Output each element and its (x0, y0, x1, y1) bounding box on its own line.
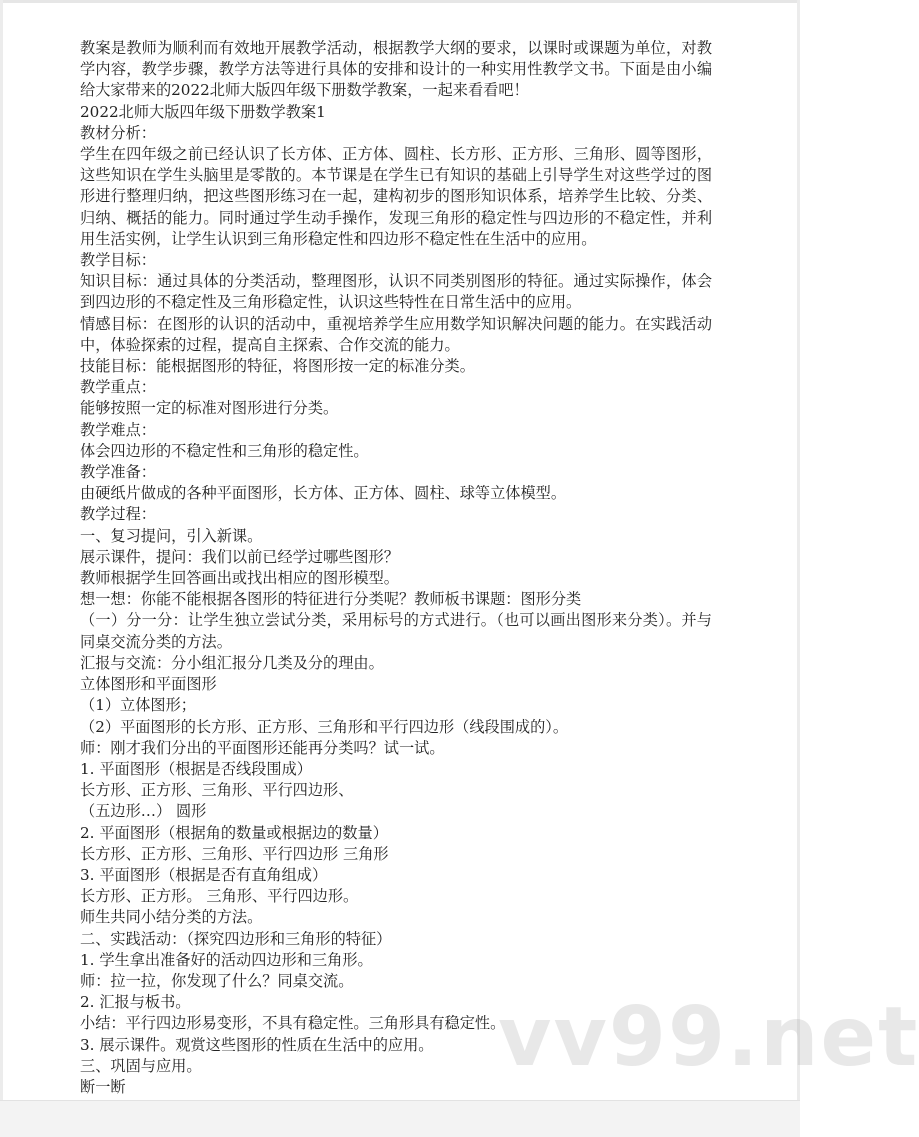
paragraph: （1）立体图形； (80, 696, 196, 715)
paragraph: 情感目标：在图形的认识的活动中，重视培养学生应用数学知识解决问题的能力。在实践活动中，体验探索的过程，提高自主探索、合作交流的能力。 (80, 314, 712, 354)
paragraph: 1. 平面图形（根据是否线段围成） (80, 759, 312, 778)
page-bottom-strip (0, 1100, 800, 1137)
paragraph: 二、实践活动：（探究四边形和三角形的特征） (80, 929, 392, 948)
paragraph: 想一想：你能不能根据各图形的特征进行分类呢？教师板书课题：图形分类 (80, 590, 582, 609)
watermark-logo: vv99.net (498, 990, 919, 1085)
paragraph: 长方形、正方形、三角形、平行四边形、 (80, 781, 354, 800)
paragraph: 汇报与交流：分小组汇报分几类及分的理由。 (80, 653, 384, 672)
page-left-edge (0, 0, 3, 1137)
paragraph: 一、复习提问，引入新课。 (80, 526, 263, 545)
paragraph: 师：拉一拉，你发现了什么？同桌交流。 (80, 971, 354, 990)
paragraph: 师：刚才我们分出的平面图形还能再分类吗？试一试。 (80, 738, 445, 757)
paragraph: 能够按照一定的标准对图形进行分类。 (80, 399, 339, 418)
paragraph: 展示课件，提问：我们以前已经学过哪些图形？ (80, 547, 399, 566)
paragraph: （一）分一分：让学生独立尝试分类，采用标号的方式进行。（也可以画出图形来分类）。并与同桌交流分类的方法。 (80, 611, 712, 651)
paragraph: 2. 汇报与板书。 (80, 993, 191, 1012)
document-title: 2022北师大版四年级下册数学教案1 (80, 102, 326, 121)
paragraph: 断一断 (80, 1077, 126, 1096)
paragraph: 技能目标：能根据图形的特征，将图形按一定的标准分类。 (80, 357, 475, 376)
paragraph: 3. 平面图形（根据是否有直角组成） (80, 865, 328, 884)
document-body (80, 38, 712, 1098)
section-heading: 教学过程： (80, 505, 156, 524)
intro-paragraph: 教案是教师为顺利而有效地开展教学活动，根据教学大纲的要求，以课时或课题为单位，对教学内容，教学步骤，教学方法等进行具体的安排和设计的一种实用性教学文书。下面是由小编给大家带来的2022北师大版四年级下册数学教案，一起来看看吧！ (80, 39, 712, 100)
paragraph: 师生共同小结分类的方法。 (80, 908, 263, 927)
paragraph: 立体图形和平面图形 (80, 675, 217, 694)
paragraph: 由硬纸片做成的各种平面图形，长方体、正方体、圆柱、球等立体模型。 (80, 484, 566, 503)
paragraph: 三、巩固与应用。 (80, 1056, 202, 1075)
page-top-edge (0, 0, 800, 3)
paragraph: 2. 平面图形（根据角的数量或根据边的数量） (80, 823, 388, 842)
paragraph: 小结：平行四边形易变形，不具有稳定性。三角形具有稳定性。 (80, 1014, 506, 1033)
section-heading: 教学目标： (80, 251, 156, 270)
paragraph: 3. 展示课件。观赏这些图形的性质在生活中的应用。 (80, 1035, 434, 1054)
paragraph: 长方形、正方形、三角形、平行四边形 三角形 (80, 844, 389, 863)
section-heading: 教学难点： (80, 420, 156, 439)
paragraph: （2）平面图形的长方形、正方形、三角形和平行四边形（线段围成的）。 (80, 717, 569, 736)
paragraph: 1. 学生拿出准备好的活动四边形和三角形。 (80, 950, 373, 969)
paragraph: 长方形、正方形。 三角形、平行四边形。 (80, 887, 359, 906)
section-heading: 教学重点： (80, 378, 156, 397)
page-right-edge (797, 0, 800, 1137)
paragraph: 体会四边形的不稳定性和三角形的稳定性。 (80, 441, 369, 460)
paragraph: 教师根据学生回答画出或找出相应的图形模型。 (80, 569, 399, 588)
paragraph: （五边形…） 圆形 (80, 802, 207, 821)
section-heading: 教学准备： (80, 463, 156, 482)
paragraph: 学生在四年级之前已经认识了长方体、正方体、圆柱、长方形、正方形、三角形、圆等图形，这些知识在学生头脑里是零散的。本节课是在学生已有知识的基础上引导学生对这些学过的图形进行整理归纳，把这些图形练习在一起，建构初步的图形知识体系，培养学生比较、分类、归纳、概括的能力。同时通过学生动手操作，发现三角形的稳定性与四边形的不稳定性，并利用生活实例，让学生认识到三角形稳定性和四边形不稳定性在生活中的应用。 (80, 145, 712, 248)
section-heading: 教材分析： (80, 123, 156, 142)
paragraph: 知识目标：通过具体的分类活动，整理图形，认识不同类别图形的特征。通过实际操作，体会到四边形的不稳定性及三角形稳定性，认识这些特性在日常生活中的应用。 (80, 272, 712, 312)
